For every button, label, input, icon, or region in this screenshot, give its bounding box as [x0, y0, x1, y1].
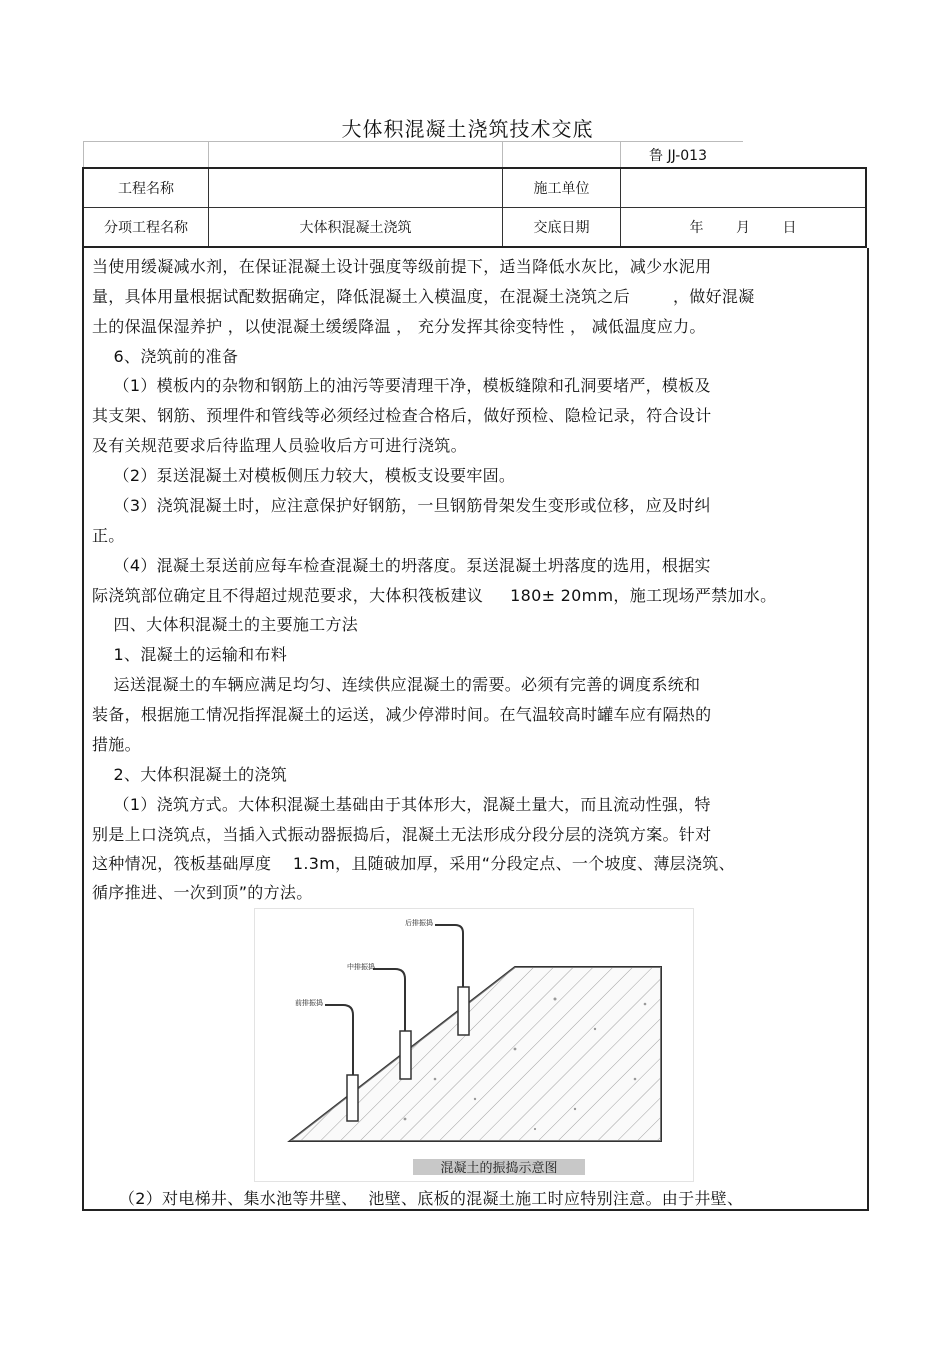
construction-unit-value — [621, 168, 867, 208]
table-row — [83, 208, 866, 248]
document-title: 大体积混凝土浇筑技术交底 — [341, 117, 594, 141]
sub-project-value: 大体积混凝土浇筑 — [209, 208, 503, 248]
date-year: 年 — [689, 220, 704, 236]
date-label: 交底日期 — [503, 208, 621, 248]
project-name-value — [209, 168, 503, 208]
construction-unit-label: 施工单位 — [503, 168, 621, 208]
divider — [502, 141, 503, 168]
date-value — [621, 208, 867, 248]
body-line: （2）泵送混凝土对模板侧压力较大，模板支设要牢固。 — [92, 466, 516, 485]
body-line: 1、混凝土的运输和布料 — [92, 645, 288, 664]
body-line: 正。 — [92, 526, 125, 545]
body-line: 循序推进、一次到顶”的方法。 — [92, 883, 313, 902]
top-rule — [83, 141, 743, 169]
divider — [208, 141, 209, 168]
table-row — [83, 168, 866, 208]
body-line: （2）对电梯井、集水池等井壁、 池壁、底板的混凝土施工时应特别注意。由于井壁、 — [92, 1189, 744, 1208]
document-number: 鲁 JJ-013 — [649, 148, 707, 164]
body-line: （1）浇筑方式。大体积混凝土基础由于其体形大，混凝土量大，而且流动性强，特 — [92, 795, 711, 814]
body-line: 6、浇筑前的准备 — [92, 347, 239, 366]
date-month: 月 — [736, 220, 750, 236]
body-line: 装备，根据施工情况指挥混凝土的运送，减少停滞时间。在气温较高时罐车应有隔热的 — [92, 705, 712, 724]
sub-project-label: 分项工程名称 — [83, 208, 209, 248]
rear-vibrator-label: 后排振捣 — [405, 919, 433, 927]
body-line: 当使用缓凝减水剂，在保证混凝土设计强度等级前提下，适当降低水灰比，减少水泥用 — [92, 257, 712, 276]
middle-vibrator — [347, 962, 411, 1079]
figure-caption: 混凝土的振捣示意图 — [440, 1161, 558, 1176]
body-line: 际浇筑部位确定且不得超过规范要求，大体积筏板建议 180± 20mm，施工现场严禁加水。 — [92, 586, 777, 605]
body-line: 2、大体积混凝土的浇筑 — [92, 765, 288, 784]
body-line: （3）浇筑混凝土时，应注意保护好钢筋，一旦钢筋骨架发生变形或位移，应及时纠 — [92, 496, 711, 515]
vibration-diagram — [254, 908, 694, 1182]
body-line: 措施。 — [92, 735, 141, 754]
body-line: （1）模板内的杂物和钢筋上的油污等要清理干净，模板缝隙和孔洞要堵严，模板及 — [92, 376, 711, 395]
body-line: 其支架、钢筋、预埋件和管线等必须经过检查合格后，做好预检、隐检记录，符合设计 — [92, 406, 712, 425]
body-line: 土的保温保湿养护 ，以使混凝土缓缓降温 ， 充分发挥其徐变特性 ， 减低温度应力。 — [92, 317, 706, 336]
body-line: 量，具体用量根据试配数据确定，降低混凝土入模温度，在混凝土浇筑之后 ，做好混凝 — [92, 287, 755, 306]
divider — [620, 141, 621, 168]
front-vibrator-label: 前排振捣 — [295, 999, 323, 1007]
content-box — [82, 248, 869, 1211]
body-line: （4）混凝土泵送前应每车检查混凝土的坍落度。泵送混凝土坍落度的选用，根据实 — [92, 556, 711, 575]
date-day: 日 — [782, 220, 797, 236]
body-line: 及有关规范要求后待监理人员验收后方可进行浇筑。 — [92, 436, 467, 455]
body-line: 别是上口浇筑点，当插入式振动器振捣后，混凝土无法形成分段分层的浇筑方案。针对 — [92, 825, 712, 844]
document-number-row — [83, 141, 743, 168]
body-line: 四、大体积混凝土的主要施工方法 — [92, 615, 359, 634]
project-name-label: 工程名称 — [83, 168, 209, 208]
rear-vibrator — [405, 918, 469, 1035]
vibration-diagram-svg — [255, 909, 693, 1181]
body-line: 这种情况，筏板基础厚度 1.3m，且随破加厚，采用“分段定点、一个坡度、薄层浇筑、 — [92, 854, 735, 873]
divider — [83, 141, 84, 168]
front-vibrator — [295, 998, 358, 1121]
body-line: 运送混凝土的车辆应满足均匀、连续供应混凝土的需要。必须有完善的调度系统和 — [92, 675, 701, 694]
header-table — [82, 167, 867, 248]
middle-vibrator-label: 中排振捣 — [347, 963, 375, 971]
